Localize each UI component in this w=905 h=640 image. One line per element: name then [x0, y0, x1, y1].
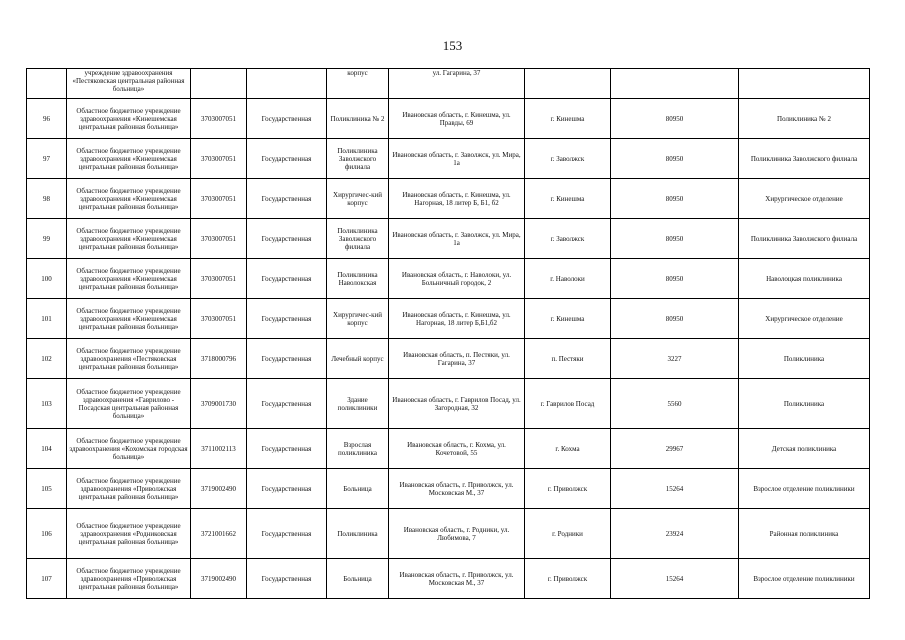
building-cell: Поликлиника — [327, 509, 389, 559]
city-cell — [525, 69, 611, 99]
organization-cell: Областное бюджетное учреждение здравоохранения «Кинешемская центральная районная больница» — [67, 99, 191, 139]
organization-cell: Областное бюджетное учреждение здравоохранения «Кохомская городская больница» — [67, 429, 191, 469]
unit-cell: Районная поликлиника — [739, 509, 870, 559]
building-cell: Хирургичес-кий корпус — [327, 299, 389, 339]
organization-cell: Областное бюджетное учреждение здравоохранения «Кинешемская центральная районная больница» — [67, 219, 191, 259]
inn-cell: 3703007051 — [191, 139, 247, 179]
ownership-form-cell: Государственная — [247, 179, 327, 219]
organization-cell: учреждение здравоохранения «Пестяковская центральная районная больница» — [67, 69, 191, 99]
ownership-form-cell: Государственная — [247, 509, 327, 559]
population-cell: 23924 — [611, 509, 739, 559]
address-cell: Ивановская область, г. Родники, ул. Любимова, 7 — [389, 509, 525, 559]
row-number-cell: 103 — [27, 379, 67, 429]
inn-cell: 3709001730 — [191, 379, 247, 429]
address-cell: Ивановская область, г. Приволжск, ул. Московская М., 37 — [389, 559, 525, 599]
ownership-form-cell: Государственная — [247, 99, 327, 139]
table-row — [27, 259, 870, 299]
city-cell: г. Приволжск — [525, 469, 611, 509]
unit-cell: Хирургическое отделение — [739, 299, 870, 339]
organization-cell: Областное бюджетное учреждение здравоохранения «Кинешемская центральная районная больница» — [67, 179, 191, 219]
city-cell: г. Кинешма — [525, 299, 611, 339]
row-number-cell: 100 — [27, 259, 67, 299]
population-cell: 15264 — [611, 469, 739, 509]
row-number-cell — [27, 69, 67, 99]
organization-cell: Областное бюджетное учреждение здравоохранения «Кинешемская центральная районная больница» — [67, 139, 191, 179]
address-cell: Ивановская область, п. Пестяки, ул. Гагарина, 37 — [389, 339, 525, 379]
row-number-cell: 102 — [27, 339, 67, 379]
inn-cell: 3719002490 — [191, 559, 247, 599]
inn-cell: 3721001662 — [191, 509, 247, 559]
ownership-form-cell: Государственная — [247, 139, 327, 179]
row-number-cell: 97 — [27, 139, 67, 179]
organization-cell: Областное бюджетное учреждение здравоохранения «Гаврилово - Посадская центральная районная больница» — [67, 379, 191, 429]
table-row — [27, 139, 870, 179]
organization-cell: Областное бюджетное учреждение здравоохранения «Родниковская центральная районная больница» — [67, 509, 191, 559]
registry-table — [26, 68, 870, 599]
city-cell: п. Пестяки — [525, 339, 611, 379]
unit-cell: Взрослое отделение поликлиники — [739, 469, 870, 509]
building-cell: Поликлиника № 2 — [327, 99, 389, 139]
row-number-cell: 107 — [27, 559, 67, 599]
unit-cell: Поликлиника Заволжского филиала — [739, 219, 870, 259]
ownership-form-cell: Государственная — [247, 339, 327, 379]
inn-cell: 3719002490 — [191, 469, 247, 509]
table-row — [27, 509, 870, 559]
organization-cell: Областное бюджетное учреждение здравоохранения «Кинешемская центральная районная больница» — [67, 259, 191, 299]
address-cell: Ивановская область, г. Кинешма, ул. Правды, 69 — [389, 99, 525, 139]
ownership-form-cell — [247, 69, 327, 99]
table-row — [27, 339, 870, 379]
inn-cell: 3703007051 — [191, 259, 247, 299]
table-row — [27, 219, 870, 259]
city-cell: г. Кинешма — [525, 179, 611, 219]
building-cell: Хирургичес-кий корпус — [327, 179, 389, 219]
unit-cell — [739, 69, 870, 99]
building-cell: корпус — [327, 69, 389, 99]
city-cell: г. Наволоки — [525, 259, 611, 299]
population-cell: 3227 — [611, 339, 739, 379]
ownership-form-cell: Государственная — [247, 429, 327, 469]
ownership-form-cell: Государственная — [247, 469, 327, 509]
inn-cell: 3711002113 — [191, 429, 247, 469]
unit-cell: Поликлиника — [739, 339, 870, 379]
organization-cell: Областное бюджетное учреждение здравоохранения «Пестяковская центральная районная больница» — [67, 339, 191, 379]
table-row — [27, 379, 870, 429]
unit-cell: Детская поликлиника — [739, 429, 870, 469]
city-cell: г. Родники — [525, 509, 611, 559]
table-row — [27, 469, 870, 509]
population-cell: 15264 — [611, 559, 739, 599]
city-cell: г. Заволжск — [525, 219, 611, 259]
city-cell: г. Кохма — [525, 429, 611, 469]
organization-cell: Областное бюджетное учреждение здравоохранения «Кинешемская центральная районная больница» — [67, 299, 191, 339]
ownership-form-cell: Государственная — [247, 219, 327, 259]
inn-cell: 3718000796 — [191, 339, 247, 379]
inn-cell: 3703007051 — [191, 299, 247, 339]
row-number-cell: 106 — [27, 509, 67, 559]
population-cell: 80950 — [611, 99, 739, 139]
unit-cell: Поликлиника Заволжского филиала — [739, 139, 870, 179]
unit-cell: Взрослое отделение поликлиники — [739, 559, 870, 599]
ownership-form-cell: Государственная — [247, 559, 327, 599]
table-row — [27, 429, 870, 469]
table-row — [27, 179, 870, 219]
population-cell: 80950 — [611, 219, 739, 259]
city-cell: г. Заволжск — [525, 139, 611, 179]
building-cell: Больница — [327, 559, 389, 599]
city-cell: г. Приволжск — [525, 559, 611, 599]
row-number-cell: 96 — [27, 99, 67, 139]
address-cell: Ивановская область, г. Кинешма, ул. Нагорная, 18 литер Б, Б1, б2 — [389, 179, 525, 219]
row-number-cell: 101 — [27, 299, 67, 339]
unit-cell: Поликлиника № 2 — [739, 99, 870, 139]
building-cell: Поликлиника Заволжского филиала — [327, 139, 389, 179]
population-cell: 80950 — [611, 259, 739, 299]
population-cell: 5560 — [611, 379, 739, 429]
address-cell: Ивановская область, г. Кинешма, ул. Нагорная, 18 литер Б,Б1,б2 — [389, 299, 525, 339]
ownership-form-cell: Государственная — [247, 379, 327, 429]
inn-cell: 3703007051 — [191, 99, 247, 139]
address-cell: Ивановская область, г. Наволоки, ул. Больничный городок, 2 — [389, 259, 525, 299]
building-cell: Поликлиника Заволжского филиала — [327, 219, 389, 259]
inn-cell: 3703007051 — [191, 219, 247, 259]
building-cell: Здание поликлиники — [327, 379, 389, 429]
address-cell: Ивановская область, г. Заволжск, ул. Мира, 1а — [389, 219, 525, 259]
row-number-cell: 104 — [27, 429, 67, 469]
table-row — [27, 99, 870, 139]
inn-cell: 3703007051 — [191, 179, 247, 219]
ownership-form-cell: Государственная — [247, 299, 327, 339]
unit-cell: Наволоцкая поликлиника — [739, 259, 870, 299]
population-cell — [611, 69, 739, 99]
inn-cell — [191, 69, 247, 99]
organization-cell: Областное бюджетное учреждение здравоохранения «Приволжская центральная районная больница» — [67, 469, 191, 509]
table-row — [27, 299, 870, 339]
population-cell: 80950 — [611, 179, 739, 219]
row-number-cell: 99 — [27, 219, 67, 259]
address-cell: Ивановская область, г. Приволжск, ул. Московская М., 37 — [389, 469, 525, 509]
building-cell: Поликлиника Наволокская — [327, 259, 389, 299]
address-cell: ул. Гагарина, 37 — [389, 69, 525, 99]
table-row — [27, 69, 870, 99]
address-cell: Ивановская область, г. Кохма, ул. Кочетовой, 55 — [389, 429, 525, 469]
table-row — [27, 559, 870, 599]
population-cell: 80950 — [611, 299, 739, 339]
population-cell: 29967 — [611, 429, 739, 469]
unit-cell: Хирургическое отделение — [739, 179, 870, 219]
page-number: 153 — [442, 38, 463, 53]
address-cell: Ивановская область, г. Заволжск, ул. Мира, 1а — [389, 139, 525, 179]
address-cell: Ивановская область, г. Гаврилов Посад, ул. Загородная, 32 — [389, 379, 525, 429]
city-cell: г. Кинешма — [525, 99, 611, 139]
building-cell: Больница — [327, 469, 389, 509]
building-cell: Лечебный корпус — [327, 339, 389, 379]
row-number-cell: 105 — [27, 469, 67, 509]
city-cell: г. Гаврилов Посад — [525, 379, 611, 429]
unit-cell: Поликлиника — [739, 379, 870, 429]
building-cell: Взрослая поликлиника — [327, 429, 389, 469]
population-cell: 80950 — [611, 139, 739, 179]
registry-body — [27, 69, 870, 599]
organization-cell: Областное бюджетное учреждение здравоохранения «Приволжская центральная районная больница» — [67, 559, 191, 599]
row-number-cell: 98 — [27, 179, 67, 219]
ownership-form-cell: Государственная — [247, 259, 327, 299]
